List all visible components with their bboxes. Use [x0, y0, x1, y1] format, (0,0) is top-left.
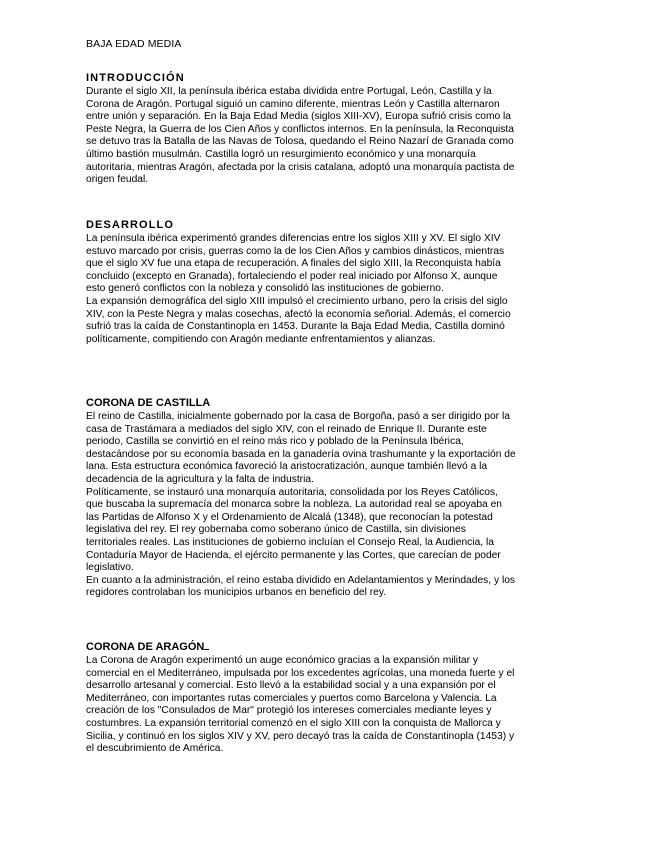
- paragraph: La Corona de Aragón experimentó un auge económico gracias a la expansión militar y comercial en el Mediterráneo, impulsada por los excedentes agrícolas, una moneda fuerte y el desarrollo artesanal y comercial. Esto llevó a la estabilidad social y a una expansión por el Mediterráneo, con importantes rutas comerciales y puertos como Barcelona y Valencia. La creación de los "Consulados de Mar" protegió los intereses comerciales mediante leyes y costumbres. La expansión territorial comenzó en el siglo XIII con la conquista de Mallorca y Sicilia, y continuó en los siglos XIV y XV, pero decayó tras la caída de Constantinopla (1453) y el descubrimiento de América.: [86, 655, 515, 755]
- running-header: BAJA EDAD MEDIA: [86, 38, 182, 50]
- text-cursor-underline: [204, 640, 209, 650]
- paragraph: La expansión demográfica del siglo XIII impulsó el crecimiento urbano, pero la crisis del siglo XIV, con la Peste Negra y malas cosechas, afectó la economía señorial. Además, el comercio sufrió tras la caída de Constantinopla en 1453. Durante la Baja Edad Media, Castilla dominó políticamente, compitiendo con Aragón mediante enfrentamientos y alianzas.: [86, 295, 511, 345]
- paragraph: En cuanto a la administración, el reino estaba dividido en Adelantamientos y Merindades, y los regidores controlaban los municipios urbanos en beneficio del rey.: [86, 574, 516, 599]
- section-heading: DESARROLLO: [86, 219, 174, 231]
- section-aragon: [86, 640, 516, 756]
- section-introduccion: [86, 72, 516, 187]
- section-castilla: [86, 397, 516, 600]
- section-heading: CORONA DE CASTILLA: [86, 397, 211, 409]
- section-heading-row: [86, 640, 516, 654]
- paragraph: El reino de Castilla, inicialmente gobernado por la casa de Borgoña, pasó a ser dirigido por la casa de Trastámara a mediados del siglo XIV, con el reinado de Enrique II. Durante este periodo, Castilla se convirtió en el reino más rico y poblado de la Península Ibérica, destacándose por su economía basada en la ganadería ovina trashumante y la exportación de lana. Esta estructura económica favoreció la aristocratización, aunque también llevó a la decadencia de la agricultura y la falta de industria.: [86, 411, 516, 485]
- paragraph: La península ibérica experimentó grandes diferencias entre los siglos XIII y XV. El siglo XIV estuvo marcado por crisis, guerras como la de los Cien Años y cambios dinásticos, mientras que el siglo XV fue una etapa de recuperación. A finales del siglo XIII, la Reconquista había concluido (excepto en Granada), fortaleciendo el poder real iniciado por Alfonso X, aunque esto generó conflictos con la nobleza y consolidó las instituciones de gobierno.: [86, 233, 505, 295]
- paragraph: Durante el siglo XII, la península ibérica estaba dividida entre Portugal, León, Castilla y la Corona de Aragón. Portugal siguió un camino diferente, mientras León y Castilla alternaron entre unión y separación. En la Baja Edad Media (siglos XIII-XV), Europa sufrió crisis como la Peste Negra, la Guerra de los Cien Años y conflictos internos. En la península, la Reconquista se detuvo tras la Batalla de las Navas de Tolosa, quedando el Reino Nazarí de Granada como último bastión musulmán. Castilla logró un resurgimiento económico y una monarquía autoritaria, mientras Aragón, afectada por la crisis catalana, adoptó una monarquía pactista de origen feudal.: [86, 86, 515, 186]
- paragraph: Políticamente, se instauró una monarquía autoritaria, consolidada por los Reyes Católicos, que buscaba la supremacía del monarca sobre la nobleza. La autoridad real se apoyaba en las Partidas de Alfonso X y el Ordenamiento de Alcalá (1348), que reconocían la potestad legislativa del rey. El rey gobernaba como soberano único de Castilla, sin divisiones territoriales reales. Las instituciones de gobierno incluían el Consejo Real, la Audiencia, la Contaduría Mayor de Hacienda, el ejército permanente y las Cortes, que carecían de poder legislativo.: [86, 486, 502, 574]
- section-heading: INTRODUCCIÓN: [86, 72, 185, 84]
- section-desarrollo: [86, 219, 516, 346]
- section-heading: CORONA DE ARAGÓN: [86, 641, 205, 653]
